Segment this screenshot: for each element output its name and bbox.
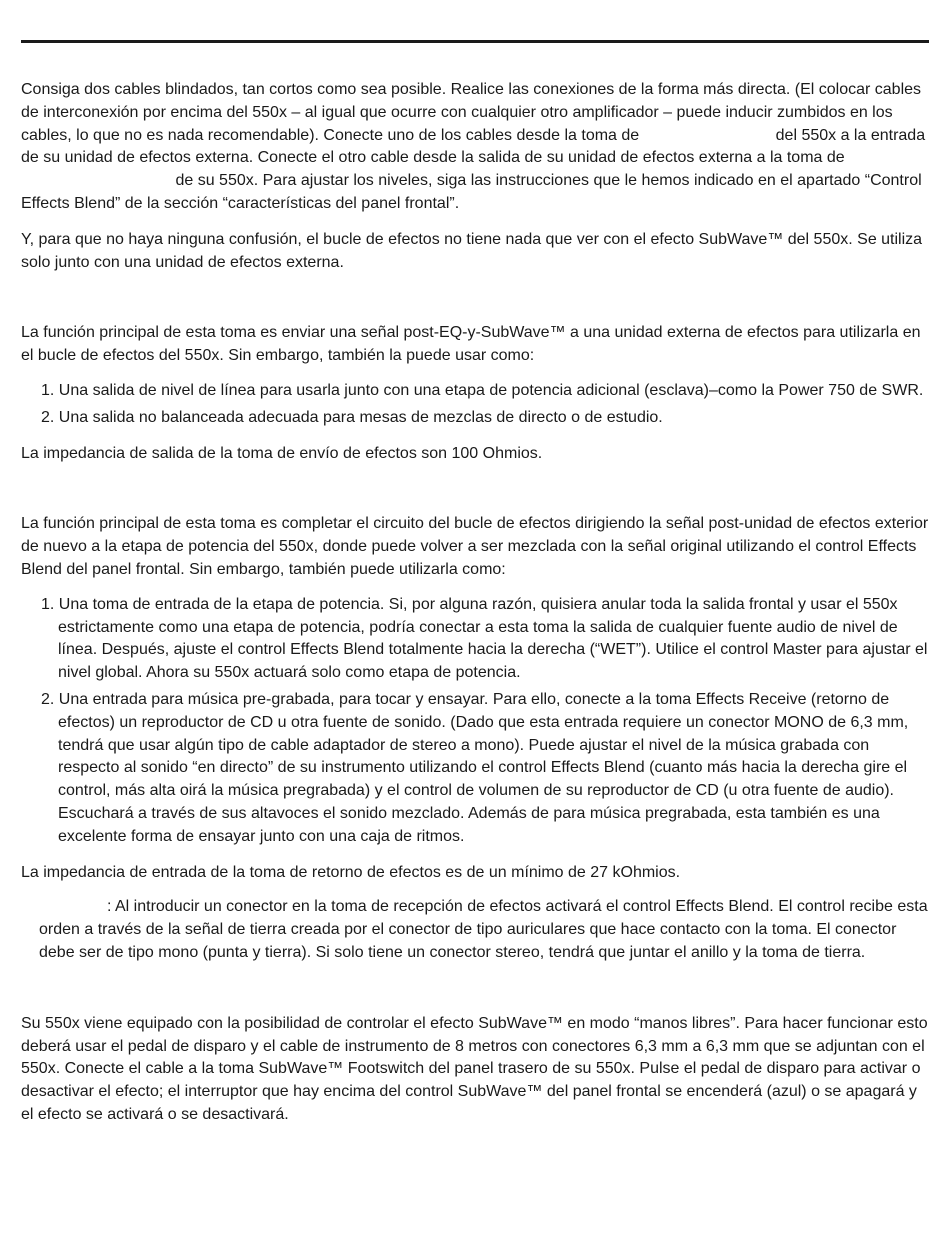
loop-note-paragraph: Y, para que no haya ninguna confusión, el bucle de efectos no tiene nada que ver con el efecto SubWave™ del 550x. Se utiliza solo junto con una unidad de efectos externa. xyxy=(21,230,923,271)
effects-receive-list xyxy=(21,594,931,849)
effects-receive-paragraph: La función principal de esta toma es completar el circuito del bucle de efectos dirigiendo la señal post-unidad de efectos exterior de nuevo a la etapa de potencia del 550x, donde puede volver a ser mezclada con la señal original utilizando el control Effects Blend del panel frontal. Sin embargo, también puede utilizarla como: xyxy=(21,515,929,578)
list-item: 2. Una entrada para música pre-grabada, para tocar y ensayar. Para ello, conecte a la toma Effects Receive (retorno de efectos) un reproductor de CD u otra fuente de sonido. (Dado que esta entrada requiere un conector MONO de 6,3 mm, tendrá que usar algún tipo de cable adaptador de stereo a mono). Puede ajustar el nivel de la música grabada con respecto al sonido “en directo” de su instrumento utilizando el control Effects Blend (cuanto más hacia la derecha gire el control, más alta oirá la música pregrabada) y el control de volumen de su reproductor de CD (u otra fuente de audio). Escuchará a través de sus altavoces el sonido mezclado. Además de para música pregrabada, esta también es una excelente forma de ensayar junto con una caja de ritmos. xyxy=(41,690,909,845)
list-item: 2. Una salida no balanceada adecuada para mesas de mezclas de directo o de estudio. xyxy=(41,408,663,426)
effects-send-impedance: La impedancia de salida de la toma de envío de efectos son 100 Ohmios. xyxy=(21,444,543,462)
effects-send-paragraph: La función principal de esta toma es enviar una señal post-EQ-y-SubWave™ a una unidad externa de efectos para utilizarla en el bucle de efectos del 550x. Sin embargo, también la puede usar como: xyxy=(21,324,921,365)
effects-receive-impedance: La impedancia de entrada de la toma de retorno de efectos es de un mínimo de 27 kOhmios. xyxy=(21,863,681,881)
effects-send-list xyxy=(21,380,931,430)
list-item: 1. Una toma de entrada de la etapa de potencia. Si, por alguna razón, quisiera anular toda la salida frontal y usar el 550x estrictamente como una etapa de potencia, podría conectar a esta toma la salida de cualquier fuente audio de nivel de línea. Después, ajuste el control Effects Blend totalmente hacia la derecha (“WET”). Utilice el control Master para ajustar el nivel global. Ahora su 550x actuará solo como etapa de potencia. xyxy=(41,595,928,682)
list-item: 1. Una salida de nivel de línea para usarla junto con una etapa de potencia adicional (esclava)–como la Power 750 de SWR. xyxy=(41,381,924,399)
top-rule xyxy=(21,40,929,43)
document-body xyxy=(21,79,931,1127)
effects-receive-note: : Al introducir un conector en la toma de recepción de efectos activará el control Effects Blend. El control recibe esta orden a través de la señal de tierra creada por el conector de tipo auriculares que hace contacto con la toma. El conector debe ser de tipo mono (punta y tierra). Si solo tiene un conector stereo, tendrá que juntar el anillo y la toma de tierra. xyxy=(39,898,928,961)
loop-intro-paragraph: Consiga dos cables blindados, tan cortos como sea posible. Realice las conexiones de la forma más directa. (El colocar cables de interconexión por encima del 550x – al igual que ocurre con cualquier otro amplificador – puede inducir zumbidos en los cables, lo que no es nada recomendable). Conecte uno de los cables desde la toma de del 550x a la entrada de su unidad de efectos externa. Conecte el otro cable desde la salida de su unidad de efectos externa a la toma de de su 550x. Para ajustar los niveles, siga las instrucciones que le hemos indicado en el apartado “Control Effects Blend” de la sección “características del panel frontal”. xyxy=(21,81,926,212)
footswitch-paragraph: Su 550x viene equipado con la posibilidad de controlar el efecto SubWave™ en modo “manos libres”. Para hacer funcionar esto deberá usar el pedal de disparo y el cable de instrumento de 8 metros con conectores 6,3 mm a 6,3 mm que se adjuntan con el 550x. Conecte el cable a la toma SubWave™ Footswitch del panel trasero de su 550x. Pulse el pedal de disparo para activar o desactivar el efecto; el interruptor que hay encima del control SubWave™ del panel frontal se encenderá (azul) o se apagará y el efecto se activará o se desactivará. xyxy=(21,1014,928,1123)
